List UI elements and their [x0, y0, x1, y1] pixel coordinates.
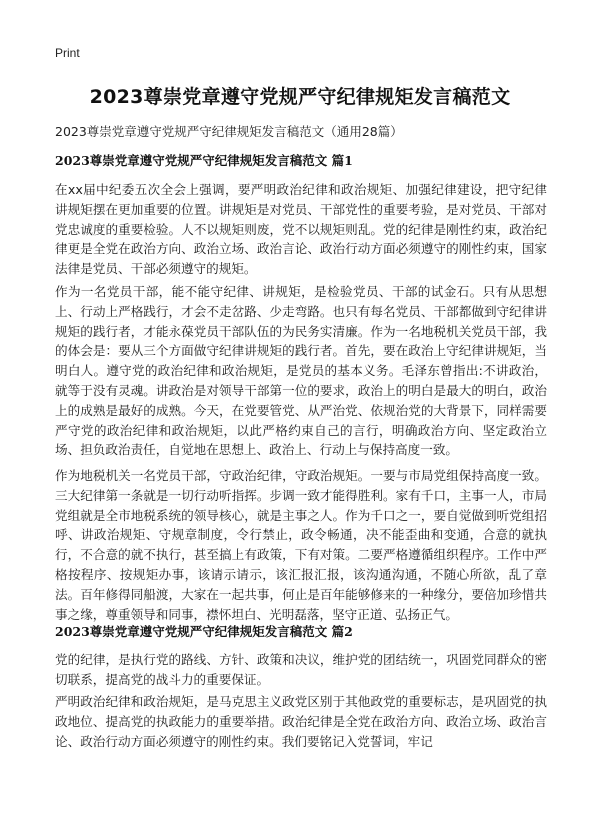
paragraph: 严明政治纪律和政治规矩，是马克思主义政党区别于其他政党的重要标志，是巩固党的执政地位、提高党的执政能力的重要举措。政治纪律是全党在政治方向、政治立场、政治言论、政治行动方面必须遵守的刚性约束。我们要铭记入党誓词，牢记: [55, 694, 547, 749]
document-subtitle: 2023尊崇党章遵守党规严守纪律规矩发言稿范文（通用28篇）: [55, 124, 403, 139]
print-link[interactable]: Print: [55, 46, 80, 60]
paragraph: 党的纪律，是执行党的路线、方针、政策和决议，维护党的团结统一，巩固党同群众的密切联系，提高党的战斗力的重要保证。: [55, 652, 547, 687]
paragraph: 作为一名党员干部，能不能守纪律、讲规矩，是检验党员、干部的试金石。只有从思想上、行动上严格践行，才会不走岔路、少走弯路。也只有每名党员、干部都做到守纪律讲规矩的践行者，才能永葆党员干部队伍的为民务实清廉。作为一名地税机关党员干部，我的体会是：要从三个方面做守纪律讲规矩的践行者。首先，要在政治上守纪律讲规矩，当明白人。遵守党的政治纪律和政治规矩，是党员的基本义务。毛泽东曾指出:不讲政治，就等于没有灵魂。讲政治是对领导干部第一位的要求，政治上的明白是最大的明白，政治上的成熟是最好的成熟。今天，在党要管党、从严治党、依规治党的大背景下，同样需要严守党的政治纪律和政治规矩，以此严格约束自己的言行，明确政治方向、坚定政治立场、担负政治责任，自觉地在思想上、政治上、行动上与保持高度一致。: [55, 284, 547, 458]
document-title: 2023尊崇党章遵守党规严守纪律规矩发言稿范文: [89, 86, 511, 108]
paragraph: 作为地税机关一名党员干部，守政治纪律，守政治规矩。一要与市局党组保持高度一致。三大纪律第一条就是一切行动听指挥。步调一致才能得胜利。家有千口，主事一人，市局党组就是全市地税系统的领导核心，就是主事之人。作为千口之一，要自觉做到听党组招呼、讲政治规矩、守规章制度，令行禁止，政令畅通，决不能歪曲和变通，合意的就执行，不合意的就不执行，甚至搞上有政策，下有对策。二要严格遵循组织程序。工作中严格按程序、按规矩办事，该请示请示，该汇报汇报，该沟通沟通，不随心所欲，乱了章法。百年修得同船渡，大家在一起共事，何止是百年能够修来的一种缘分，要倍加珍惜共事之缘，尊重领导和同事，襟怀坦白、光明磊落，坚守正道、弘扬正气。: [55, 468, 547, 622]
section-heading-2: 2023尊崇党章遵守党规严守纪律规矩发言稿范文 篇2: [55, 624, 353, 639]
section-heading-1: 2023尊崇党章遵守党规严守纪律规矩发言稿范文 篇1: [55, 153, 353, 168]
paragraph: 在xx届中纪委五次全会上强调，要严明政治纪律和政治规矩、加强纪律建设，把守纪律讲规矩摆在更加重要的位置。讲规矩是对党员、干部党性的重要考验，是对党员、干部对党忠诚度的重要检验。人不以规矩则废，党不以规矩则乱。党的纪律是刚性约束，政治纪律更是全党在政治方向、政治立场、政治言论、政治行动方面必须遵守的刚性约束，国家法律是党员、干部必须遵守的规矩。: [55, 182, 547, 277]
